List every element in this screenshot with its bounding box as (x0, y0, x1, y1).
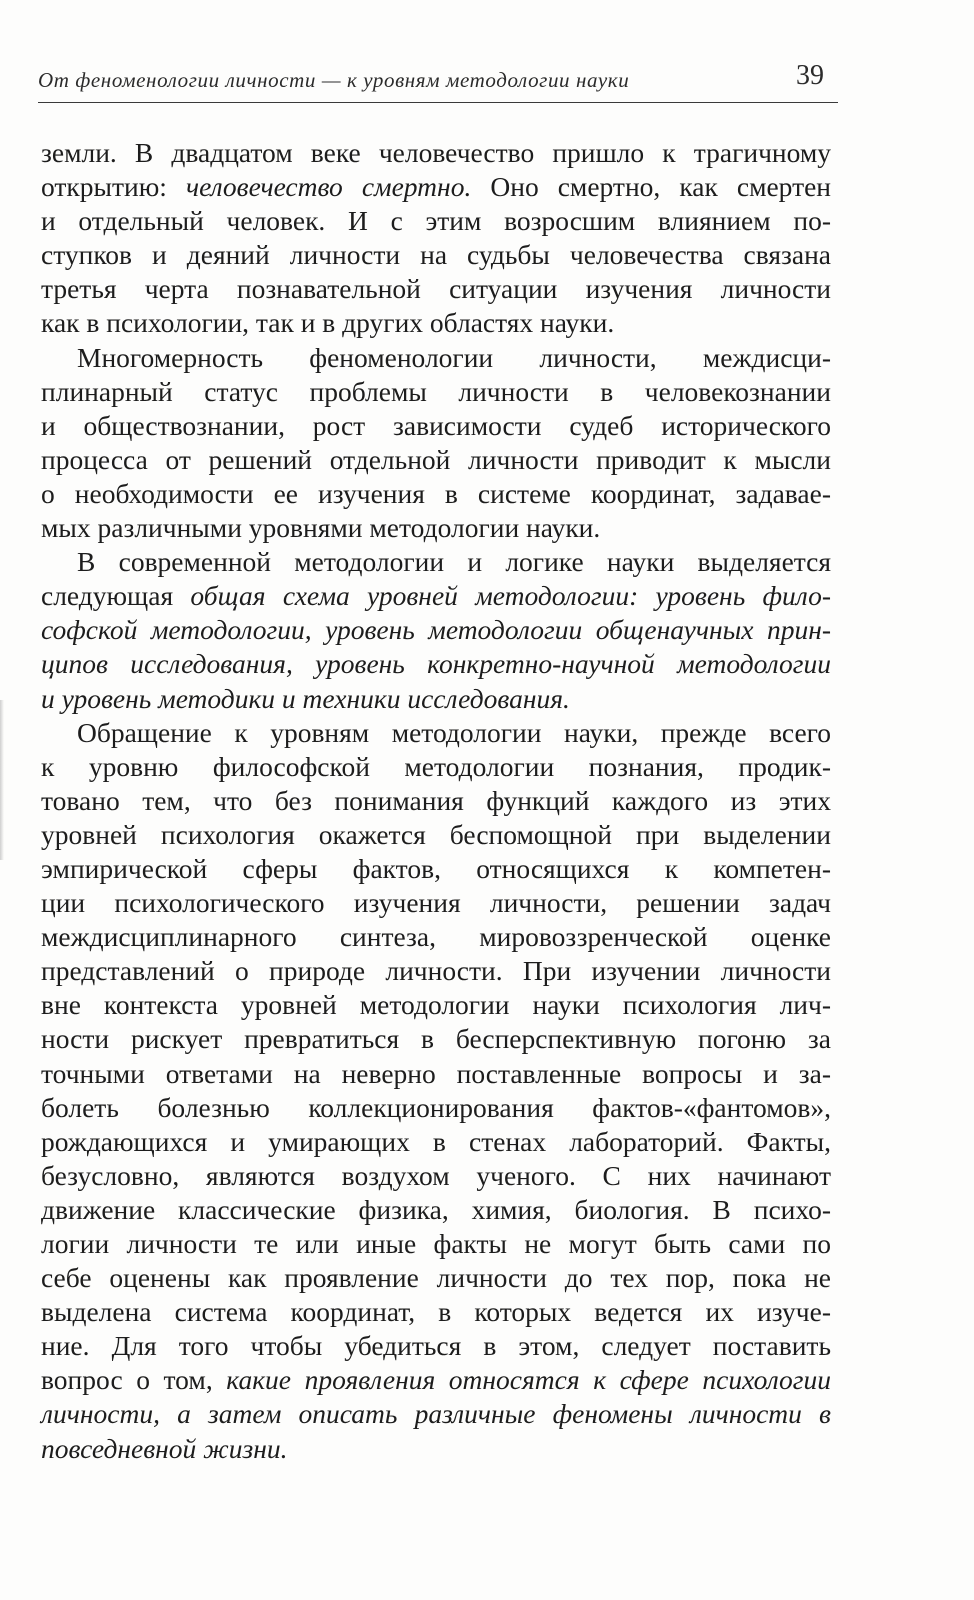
text-line (41, 272, 831, 306)
text-segment: мых различными уровнями методологии науки. (41, 512, 601, 544)
text-segment: товано тем, что без понимания функций каждого из этих (41, 784, 831, 816)
paragraph (41, 136, 831, 341)
text-line (41, 1261, 831, 1295)
text-line (41, 750, 831, 784)
text-segment: уровней психология окажется беспомощной при выделении (41, 818, 831, 850)
text-segment: как в психологии, так и в других областях науки. (41, 307, 615, 339)
text-line (41, 306, 831, 340)
text-segment: болеть болезнью коллекционирования фактов-«фантомов», (41, 1091, 831, 1123)
text-segment: вне контекста уровней методологии науки психология лич- (41, 989, 831, 1021)
running-header (38, 58, 838, 103)
italic-text: общая схема уровней методологии: уровень фило- (190, 580, 831, 612)
text-line (41, 647, 831, 681)
italic-text: софской методологии, уровень методологии общенаучных прин- (41, 614, 831, 646)
italic-text: личности, а затем описать различные феномены личности в (41, 1398, 831, 1430)
paragraph (41, 716, 831, 1466)
text-line (41, 136, 831, 170)
text-segment: точными ответами на неверно поставленные вопросы и за- (41, 1057, 831, 1089)
text-segment: ности рискует превратиться в бесперспективную погоню за (41, 1023, 831, 1055)
italic-text: повседневной жизни. (41, 1432, 288, 1464)
text-line (41, 716, 831, 750)
text-line (41, 477, 831, 511)
paragraph (41, 341, 831, 546)
text-segment: движение классические физика, химия, биология. В психо- (41, 1193, 831, 1225)
text-segment: В современной методологии и логике науки выделяется (77, 546, 831, 578)
text-segment: безусловно, являются воздухом ученого. С них начинают (41, 1159, 831, 1191)
text-segment: логии личности те или иные факты не могут быть сами по (41, 1228, 831, 1259)
text-segment: ции психологического изучения личности, решении задач (41, 887, 831, 919)
text-line (41, 1295, 831, 1329)
text-line (41, 1022, 831, 1056)
italic-text: и уровень методики и техники исследования. (41, 682, 570, 714)
text-line (41, 886, 831, 920)
text-line (41, 375, 831, 409)
italic-text: ципов исследования, уровень конкретно-научной методологии (41, 648, 831, 680)
text-segment: междисциплинарного синтеза, мировоззренческой оценке (41, 921, 831, 953)
text-line (41, 238, 831, 272)
text-segment: земли. В двадцатом веке человечество пришло к трагичному (41, 137, 831, 168)
text-line (41, 545, 831, 579)
text-segment: Оно смертно, как смертен (471, 171, 832, 203)
text-segment: представлений о природе личности. При изучении личности (41, 955, 831, 987)
text-segment: себе оценены как проявление личности до тех пор, пока не (41, 1262, 831, 1294)
running-header-title: От феноменологии личности — к уровням методологии науки (38, 68, 630, 92)
text-line (41, 170, 831, 204)
text-segment: следующая (41, 580, 191, 612)
text-line (41, 1125, 831, 1159)
text-segment: Многомерность феноменологии личности, междисци- (77, 341, 831, 373)
text-segment: Обращение к уровням методологии науки, прежде всего (77, 716, 831, 748)
text-line (41, 1397, 831, 1431)
text-segment: открытию: (41, 171, 186, 203)
text-segment: ступков и деяний личности на судьбы человечества связана (41, 239, 831, 271)
paragraph (41, 545, 831, 715)
text-line (41, 784, 831, 818)
text-line (41, 1057, 831, 1091)
italic-text: какие проявления относятся к сфере психологии (226, 1364, 831, 1396)
text-line (41, 1159, 831, 1193)
text-line (41, 682, 831, 716)
text-line (41, 579, 831, 613)
text-line (41, 1227, 831, 1261)
text-segment: рождающихся и умирающих в стенах лабораторий. Факты, (41, 1125, 831, 1157)
text-line (41, 1432, 831, 1466)
text-segment: и обществознании, рост зависимости судеб исторического (41, 409, 831, 441)
italic-text: человечество смертно. (185, 171, 472, 203)
text-segment: и отдельный человек. И с этим возросшим влиянием по- (41, 205, 831, 237)
text-segment: ние. Для того чтобы убедиться в этом, следует поставить (41, 1330, 831, 1362)
text-line (41, 613, 831, 647)
text-segment: о необходимости ее изучения в системе координат, задавае- (41, 477, 831, 509)
page-edge-shadow (0, 700, 4, 860)
text-segment: эмпирической сферы фактов, относящихся к компетен- (41, 852, 831, 884)
text-line (41, 852, 831, 886)
text-line (41, 954, 831, 988)
text-line (41, 818, 831, 852)
text-segment: к уровню философской методологии познания, продик- (41, 750, 831, 782)
text-line (41, 341, 831, 375)
text-line (41, 1363, 831, 1397)
text-segment: процесса от решений отдельной личности приводит к мысли (41, 443, 831, 475)
text-segment: третья черта познавательной ситуации изучения личности (41, 273, 831, 305)
text-segment: плинарный статус проблемы личности в человекознании (41, 375, 831, 407)
text-segment: вопрос о том, (41, 1364, 227, 1396)
text-line (41, 988, 831, 1022)
text-segment: выделена система координат, в которых ведется их изуче- (41, 1296, 831, 1328)
page-number: 39 (796, 60, 824, 91)
text-line (41, 204, 831, 238)
text-line (41, 443, 831, 477)
text-line (41, 1329, 831, 1363)
body-text (41, 136, 831, 1466)
text-line (41, 409, 831, 443)
text-line (41, 1193, 831, 1227)
text-line (41, 511, 831, 545)
text-line (41, 1091, 831, 1125)
text-line (41, 920, 831, 954)
